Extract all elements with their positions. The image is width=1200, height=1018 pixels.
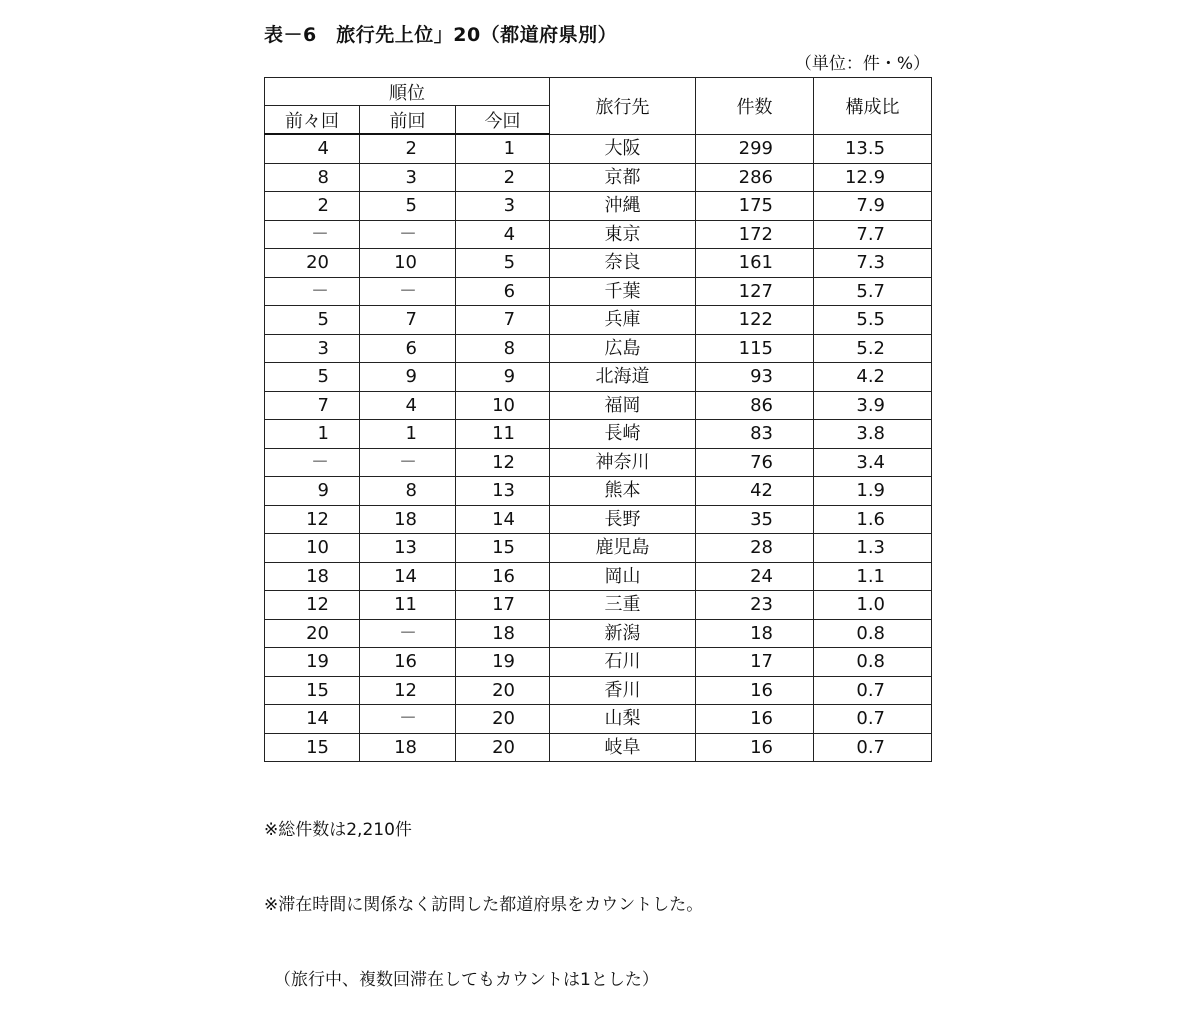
table-row: [265, 134, 932, 163]
cell-ratio: 4.2: [814, 363, 932, 392]
table-title: 表－6 旅行先上位」20（都道府県別）: [264, 24, 618, 46]
cell-ratio: 7.7: [814, 220, 932, 249]
note-count-detail: （旅行中、複数回滞在してもカウントは1とした）: [274, 970, 659, 990]
cell-ratio: 1.1: [814, 562, 932, 591]
cell-ratio: 1.9: [814, 477, 932, 506]
cell-prev-rank: －: [360, 619, 456, 648]
cell-prev-rank: 8: [360, 477, 456, 506]
table-row: [265, 733, 932, 762]
cell-ratio: 13.5: [814, 134, 932, 163]
cell-prev-rank: 9: [360, 363, 456, 392]
cell-prev-prev-rank: 1: [265, 420, 360, 449]
cell-prev-prev-rank: 15: [265, 733, 360, 762]
cell-prev-prev-rank: 12: [265, 591, 360, 620]
cell-destination: 兵庫: [550, 306, 696, 335]
cell-current-rank: 1: [456, 134, 550, 163]
header-prev: 前回: [360, 106, 456, 135]
cell-current-rank: 6: [456, 277, 550, 306]
cell-current-rank: 20: [456, 705, 550, 734]
cell-destination: 熊本: [550, 477, 696, 506]
cell-current-rank: 18: [456, 619, 550, 648]
cell-destination: 新潟: [550, 619, 696, 648]
table-row: [265, 363, 932, 392]
cell-prev-rank: 7: [360, 306, 456, 335]
cell-ratio: 1.0: [814, 591, 932, 620]
cell-prev-rank: 13: [360, 534, 456, 563]
cell-prev-rank: 5: [360, 192, 456, 221]
header-row-1: [265, 78, 932, 106]
cell-current-rank: 14: [456, 505, 550, 534]
cell-current-rank: 20: [456, 676, 550, 705]
cell-destination: 岐阜: [550, 733, 696, 762]
cell-ratio: 0.8: [814, 619, 932, 648]
cell-count: 18: [696, 619, 814, 648]
table-row: [265, 705, 932, 734]
cell-ratio: 3.4: [814, 448, 932, 477]
cell-count: 16: [696, 676, 814, 705]
cell-count: 35: [696, 505, 814, 534]
cell-prev-prev-rank: 8: [265, 163, 360, 192]
cell-prev-prev-rank: 19: [265, 648, 360, 677]
cell-prev-rank: 2: [360, 134, 456, 163]
cell-ratio: 1.6: [814, 505, 932, 534]
notes: [264, 768, 703, 1018]
cell-prev-rank: 6: [360, 334, 456, 363]
cell-current-rank: 13: [456, 477, 550, 506]
cell-count: 24: [696, 562, 814, 591]
table-row: [265, 391, 932, 420]
cell-prev-rank: －: [360, 220, 456, 249]
cell-current-rank: 4: [456, 220, 550, 249]
cell-current-rank: 12: [456, 448, 550, 477]
cell-destination: 北海道: [550, 363, 696, 392]
table-row: [265, 220, 932, 249]
cell-prev-prev-rank: 9: [265, 477, 360, 506]
table-body: [265, 134, 932, 762]
cell-prev-rank: 18: [360, 733, 456, 762]
cell-destination: 長崎: [550, 420, 696, 449]
table-row: [265, 448, 932, 477]
cell-count: 23: [696, 591, 814, 620]
cell-count: 172: [696, 220, 814, 249]
table-row: [265, 163, 932, 192]
cell-prev-prev-rank: －: [265, 220, 360, 249]
cell-count: 17: [696, 648, 814, 677]
cell-prev-rank: 10: [360, 249, 456, 278]
cell-current-rank: 19: [456, 648, 550, 677]
cell-destination: 福岡: [550, 391, 696, 420]
table-row: [265, 192, 932, 221]
cell-destination: 香川: [550, 676, 696, 705]
table-row: [265, 648, 932, 677]
cell-current-rank: 9: [456, 363, 550, 392]
cell-count: 299: [696, 134, 814, 163]
cell-current-rank: 3: [456, 192, 550, 221]
cell-current-rank: 15: [456, 534, 550, 563]
cell-prev-prev-rank: 12: [265, 505, 360, 534]
cell-current-rank: 20: [456, 733, 550, 762]
cell-count: 93: [696, 363, 814, 392]
cell-destination: 東京: [550, 220, 696, 249]
cell-destination: 千葉: [550, 277, 696, 306]
cell-prev-rank: 18: [360, 505, 456, 534]
cell-ratio: 12.9: [814, 163, 932, 192]
cell-ratio: 0.7: [814, 676, 932, 705]
cell-current-rank: 7: [456, 306, 550, 335]
cell-count: 86: [696, 391, 814, 420]
cell-prev-prev-rank: 14: [265, 705, 360, 734]
cell-destination: 神奈川: [550, 448, 696, 477]
cell-prev-prev-rank: 5: [265, 363, 360, 392]
cell-destination: 奈良: [550, 249, 696, 278]
cell-ratio: 3.9: [814, 391, 932, 420]
header-destination: 旅行先: [550, 78, 696, 135]
cell-ratio: 1.3: [814, 534, 932, 563]
cell-prev-prev-rank: 7: [265, 391, 360, 420]
cell-prev-prev-rank: 18: [265, 562, 360, 591]
cell-count: 175: [696, 192, 814, 221]
table-row: [265, 505, 932, 534]
table-row: [265, 334, 932, 363]
cell-prev-prev-rank: －: [265, 448, 360, 477]
cell-ratio: 0.8: [814, 648, 932, 677]
unit-label: （単位：件・%）: [794, 54, 930, 74]
header-rank-group: 順位: [265, 78, 550, 106]
note-count-method: ※滞在時間に関係なく訪問した都道府県をカウントした。: [264, 895, 704, 915]
cell-prev-prev-rank: 2: [265, 192, 360, 221]
cell-prev-rank: 12: [360, 676, 456, 705]
cell-ratio: 3.8: [814, 420, 932, 449]
cell-prev-rank: 3: [360, 163, 456, 192]
cell-prev-prev-rank: －: [265, 277, 360, 306]
cell-count: 161: [696, 249, 814, 278]
cell-prev-rank: －: [360, 277, 456, 306]
cell-prev-rank: 14: [360, 562, 456, 591]
cell-count: 83: [696, 420, 814, 449]
cell-count: 16: [696, 705, 814, 734]
header-ratio: 構成比: [814, 78, 932, 135]
cell-ratio: 5.7: [814, 277, 932, 306]
table-row: [265, 591, 932, 620]
cell-destination: 岡山: [550, 562, 696, 591]
cell-count: 127: [696, 277, 814, 306]
cell-count: 115: [696, 334, 814, 363]
cell-destination: 大阪: [550, 134, 696, 163]
cell-destination: 京都: [550, 163, 696, 192]
table-row: [265, 277, 932, 306]
cell-prev-rank: －: [360, 705, 456, 734]
table-row: [265, 420, 932, 449]
cell-destination: 鹿児島: [550, 534, 696, 563]
cell-count: 28: [696, 534, 814, 563]
cell-prev-prev-rank: 10: [265, 534, 360, 563]
cell-current-rank: 5: [456, 249, 550, 278]
header-prev-prev: 前々回: [265, 106, 360, 135]
cell-count: 42: [696, 477, 814, 506]
table-row: [265, 562, 932, 591]
cell-current-rank: 17: [456, 591, 550, 620]
cell-current-rank: 10: [456, 391, 550, 420]
cell-prev-rank: 11: [360, 591, 456, 620]
cell-prev-rank: 4: [360, 391, 456, 420]
cell-ratio: 7.3: [814, 249, 932, 278]
cell-count: 76: [696, 448, 814, 477]
cell-ratio: 0.7: [814, 733, 932, 762]
cell-prev-prev-rank: 4: [265, 134, 360, 163]
cell-destination: 長野: [550, 505, 696, 534]
cell-current-rank: 16: [456, 562, 550, 591]
cell-current-rank: 11: [456, 420, 550, 449]
cell-prev-prev-rank: 20: [265, 619, 360, 648]
cell-destination: 石川: [550, 648, 696, 677]
table-row: [265, 534, 932, 563]
cell-ratio: 5.5: [814, 306, 932, 335]
cell-ratio: 5.2: [814, 334, 932, 363]
table-row: [265, 249, 932, 278]
table-row: [265, 477, 932, 506]
header-current: 今回: [456, 106, 550, 135]
cell-prev-prev-rank: 15: [265, 676, 360, 705]
cell-prev-rank: 1: [360, 420, 456, 449]
cell-prev-rank: －: [360, 448, 456, 477]
note-total: ※総件数は2,210件: [264, 820, 412, 840]
table-row: [265, 676, 932, 705]
cell-prev-rank: 16: [360, 648, 456, 677]
cell-ratio: 7.9: [814, 192, 932, 221]
cell-destination: 広島: [550, 334, 696, 363]
table-row: [265, 306, 932, 335]
header-count: 件数: [696, 78, 814, 135]
cell-prev-prev-rank: 3: [265, 334, 360, 363]
cell-current-rank: 8: [456, 334, 550, 363]
cell-destination: 沖縄: [550, 192, 696, 221]
cell-count: 286: [696, 163, 814, 192]
cell-destination: 三重: [550, 591, 696, 620]
cell-prev-prev-rank: 5: [265, 306, 360, 335]
table-row: [265, 619, 932, 648]
cell-count: 16: [696, 733, 814, 762]
cell-count: 122: [696, 306, 814, 335]
cell-current-rank: 2: [456, 163, 550, 192]
ranking-table: [264, 77, 932, 762]
cell-prev-prev-rank: 20: [265, 249, 360, 278]
cell-destination: 山梨: [550, 705, 696, 734]
cell-ratio: 0.7: [814, 705, 932, 734]
